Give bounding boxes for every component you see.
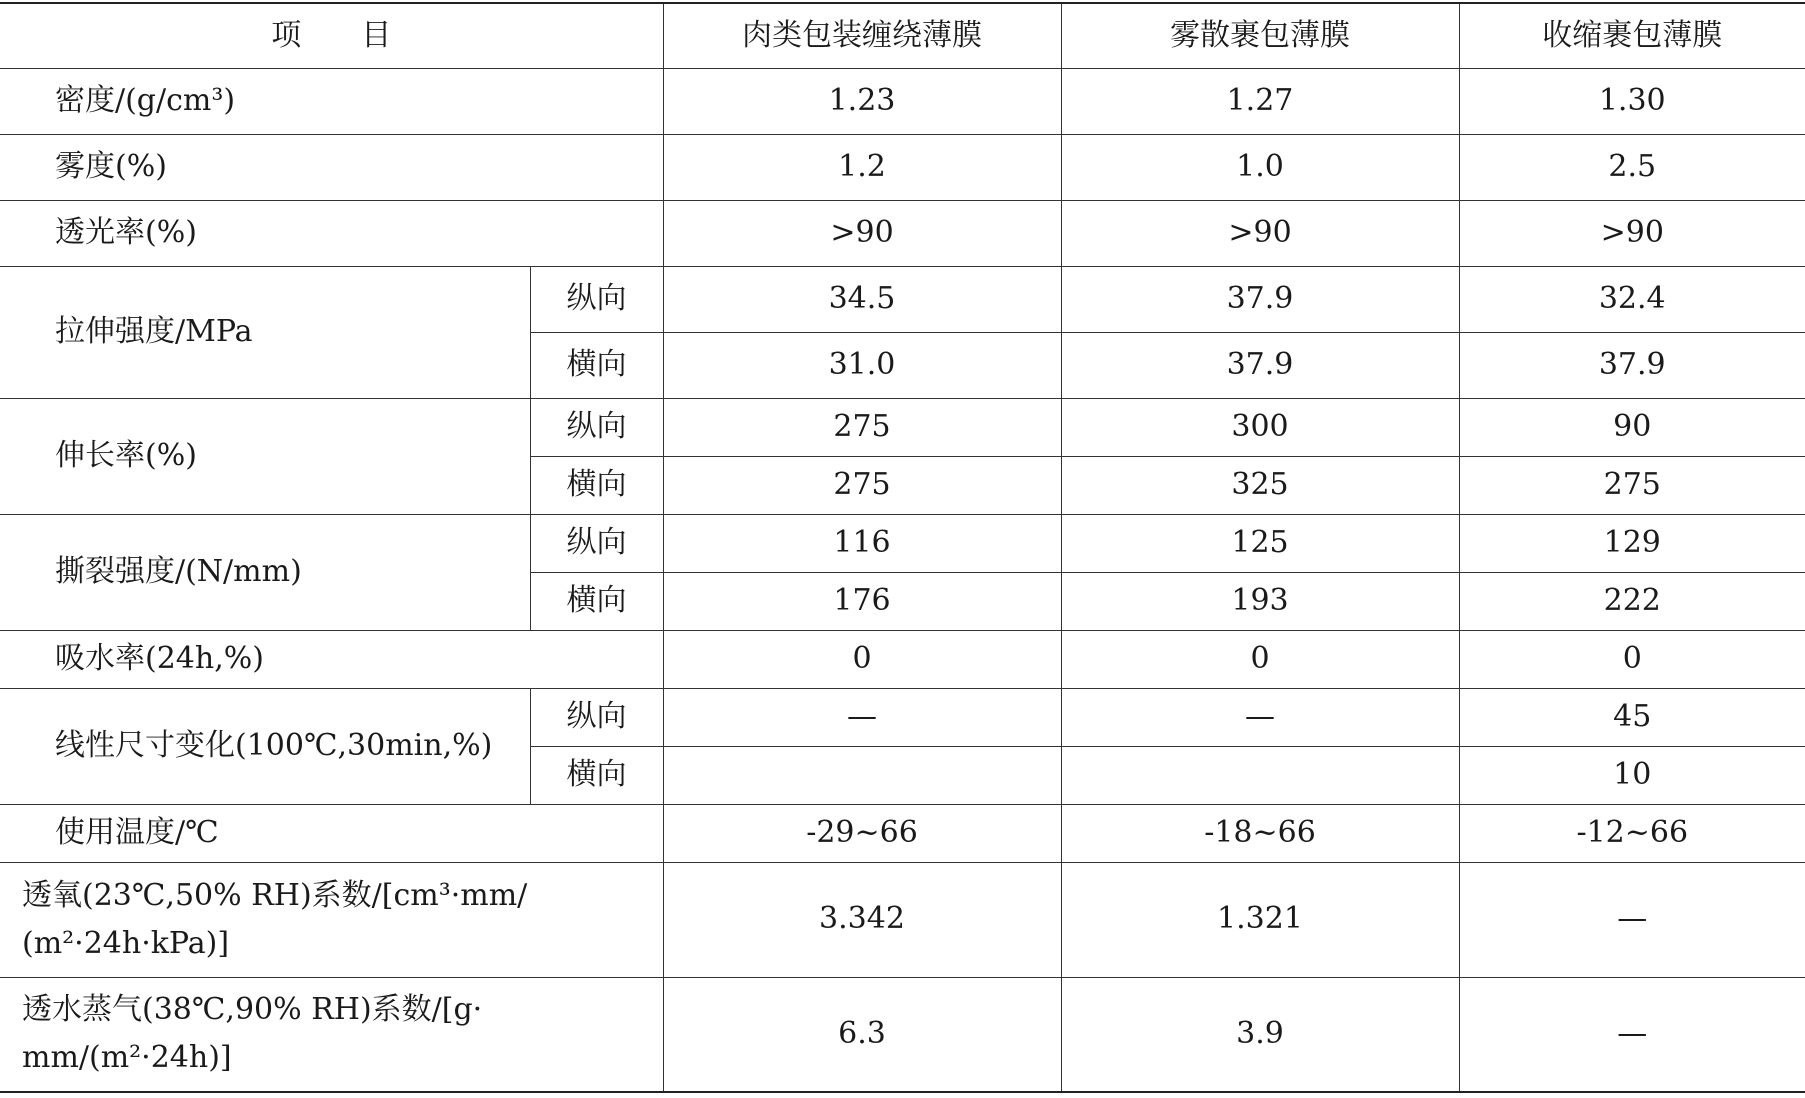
row-label-use-temperature: 使用温度/℃ (0, 804, 663, 862)
cell-value: 45 (1459, 688, 1805, 746)
cell-value: 1.23 (663, 68, 1061, 134)
cell-value: 1.27 (1061, 68, 1459, 134)
table-row (0, 200, 1805, 266)
row-label-density: 密度/(g/cm³) (0, 68, 663, 134)
label-line: 透水蒸气(38℃,90% RH)系数/[g· (22, 992, 483, 1028)
table-row (0, 862, 1805, 977)
header-meat-wrap-film: 肉类包装缠绕薄膜 (663, 3, 1061, 68)
cell-value: -12~66 (1459, 804, 1805, 862)
cell-value: 37.9 (1459, 332, 1805, 398)
table-row (0, 688, 1805, 746)
row-label-dimension-change: 线性尺寸变化(100℃,30min,%) (0, 688, 530, 804)
row-label-transmittance: 透光率(%) (0, 200, 663, 266)
cell-value: 325 (1061, 456, 1459, 514)
cell-value: >90 (663, 200, 1061, 266)
cell-value: 10 (1459, 746, 1805, 804)
cell-value: 222 (1459, 572, 1805, 630)
table-row (0, 134, 1805, 200)
cell-value: 0 (1459, 630, 1805, 688)
cell-value: 31.0 (663, 332, 1061, 398)
cell-value: 6.3 (663, 977, 1061, 1092)
cell-value: 125 (1061, 514, 1459, 572)
cell-value: 3.9 (1061, 977, 1459, 1092)
cell-value: — (1061, 688, 1459, 746)
cell-value: 193 (1061, 572, 1459, 630)
header-shrink-wrap-film: 收缩裹包薄膜 (1459, 3, 1805, 68)
cell-value: 0 (663, 630, 1061, 688)
header-antifog-wrap-film: 雾散裹包薄膜 (1061, 3, 1459, 68)
cell-value: — (1459, 862, 1805, 977)
direction-label-md: 纵向 (530, 266, 663, 332)
cell-value: 300 (1061, 398, 1459, 456)
cell-value: 129 (1459, 514, 1805, 572)
cell-value: 275 (1459, 456, 1805, 514)
cell-value: 32.4 (1459, 266, 1805, 332)
cell-value: 90 (1459, 398, 1805, 456)
table-row (0, 514, 1805, 572)
cell-value: — (1459, 977, 1805, 1092)
row-label-tensile-strength: 拉伸强度/MPa (0, 266, 530, 398)
cell-value: 275 (663, 456, 1061, 514)
cell-value: -29~66 (663, 804, 1061, 862)
table-row (0, 630, 1805, 688)
cell-value: 3.342 (663, 862, 1061, 977)
table-row (0, 804, 1805, 862)
label-line: mm/(m²·24h)] (22, 1040, 232, 1076)
cell-value (1061, 746, 1459, 804)
direction-label-md: 纵向 (530, 514, 663, 572)
row-label-water-absorption: 吸水率(24h,%) (0, 630, 663, 688)
cell-value: 116 (663, 514, 1061, 572)
cell-value: 1.321 (1061, 862, 1459, 977)
row-label-tear-strength: 撕裂强度/(N/mm) (0, 514, 530, 630)
direction-label-td: 横向 (530, 456, 663, 514)
cell-value: 34.5 (663, 266, 1061, 332)
film-properties-table (0, 2, 1805, 1093)
table-row (0, 68, 1805, 134)
table-row (0, 398, 1805, 456)
direction-label-td: 横向 (530, 572, 663, 630)
cell-value: 37.9 (1061, 332, 1459, 398)
cell-value: 1.2 (663, 134, 1061, 200)
table-row (0, 266, 1805, 332)
cell-value: 37.9 (1061, 266, 1459, 332)
cell-value: 1.0 (1061, 134, 1459, 200)
header-row (0, 3, 1805, 68)
cell-value: -18~66 (1061, 804, 1459, 862)
cell-value: 2.5 (1459, 134, 1805, 200)
cell-value: 275 (663, 398, 1061, 456)
cell-value: 0 (1061, 630, 1459, 688)
direction-label-md: 纵向 (530, 688, 663, 746)
cell-value: — (663, 688, 1061, 746)
row-label-elongation: 伸长率(%) (0, 398, 530, 514)
row-label-water-vapor-permeability (0, 977, 663, 1092)
cell-value (663, 746, 1061, 804)
table-row (0, 977, 1805, 1092)
label-line: 透氧(23℃,50% RH)系数/[cm³·mm/ (22, 877, 528, 913)
label-line: (m²·24h·kPa)] (22, 925, 230, 961)
row-label-oxygen-permeability (0, 862, 663, 977)
direction-label-td: 横向 (530, 746, 663, 804)
cell-value: 1.30 (1459, 68, 1805, 134)
header-item: 项 目 (0, 3, 663, 68)
cell-value: 176 (663, 572, 1061, 630)
row-label-haze: 雾度(%) (0, 134, 663, 200)
direction-label-td: 横向 (530, 332, 663, 398)
cell-value: >90 (1061, 200, 1459, 266)
cell-value: >90 (1459, 200, 1805, 266)
direction-label-md: 纵向 (530, 398, 663, 456)
